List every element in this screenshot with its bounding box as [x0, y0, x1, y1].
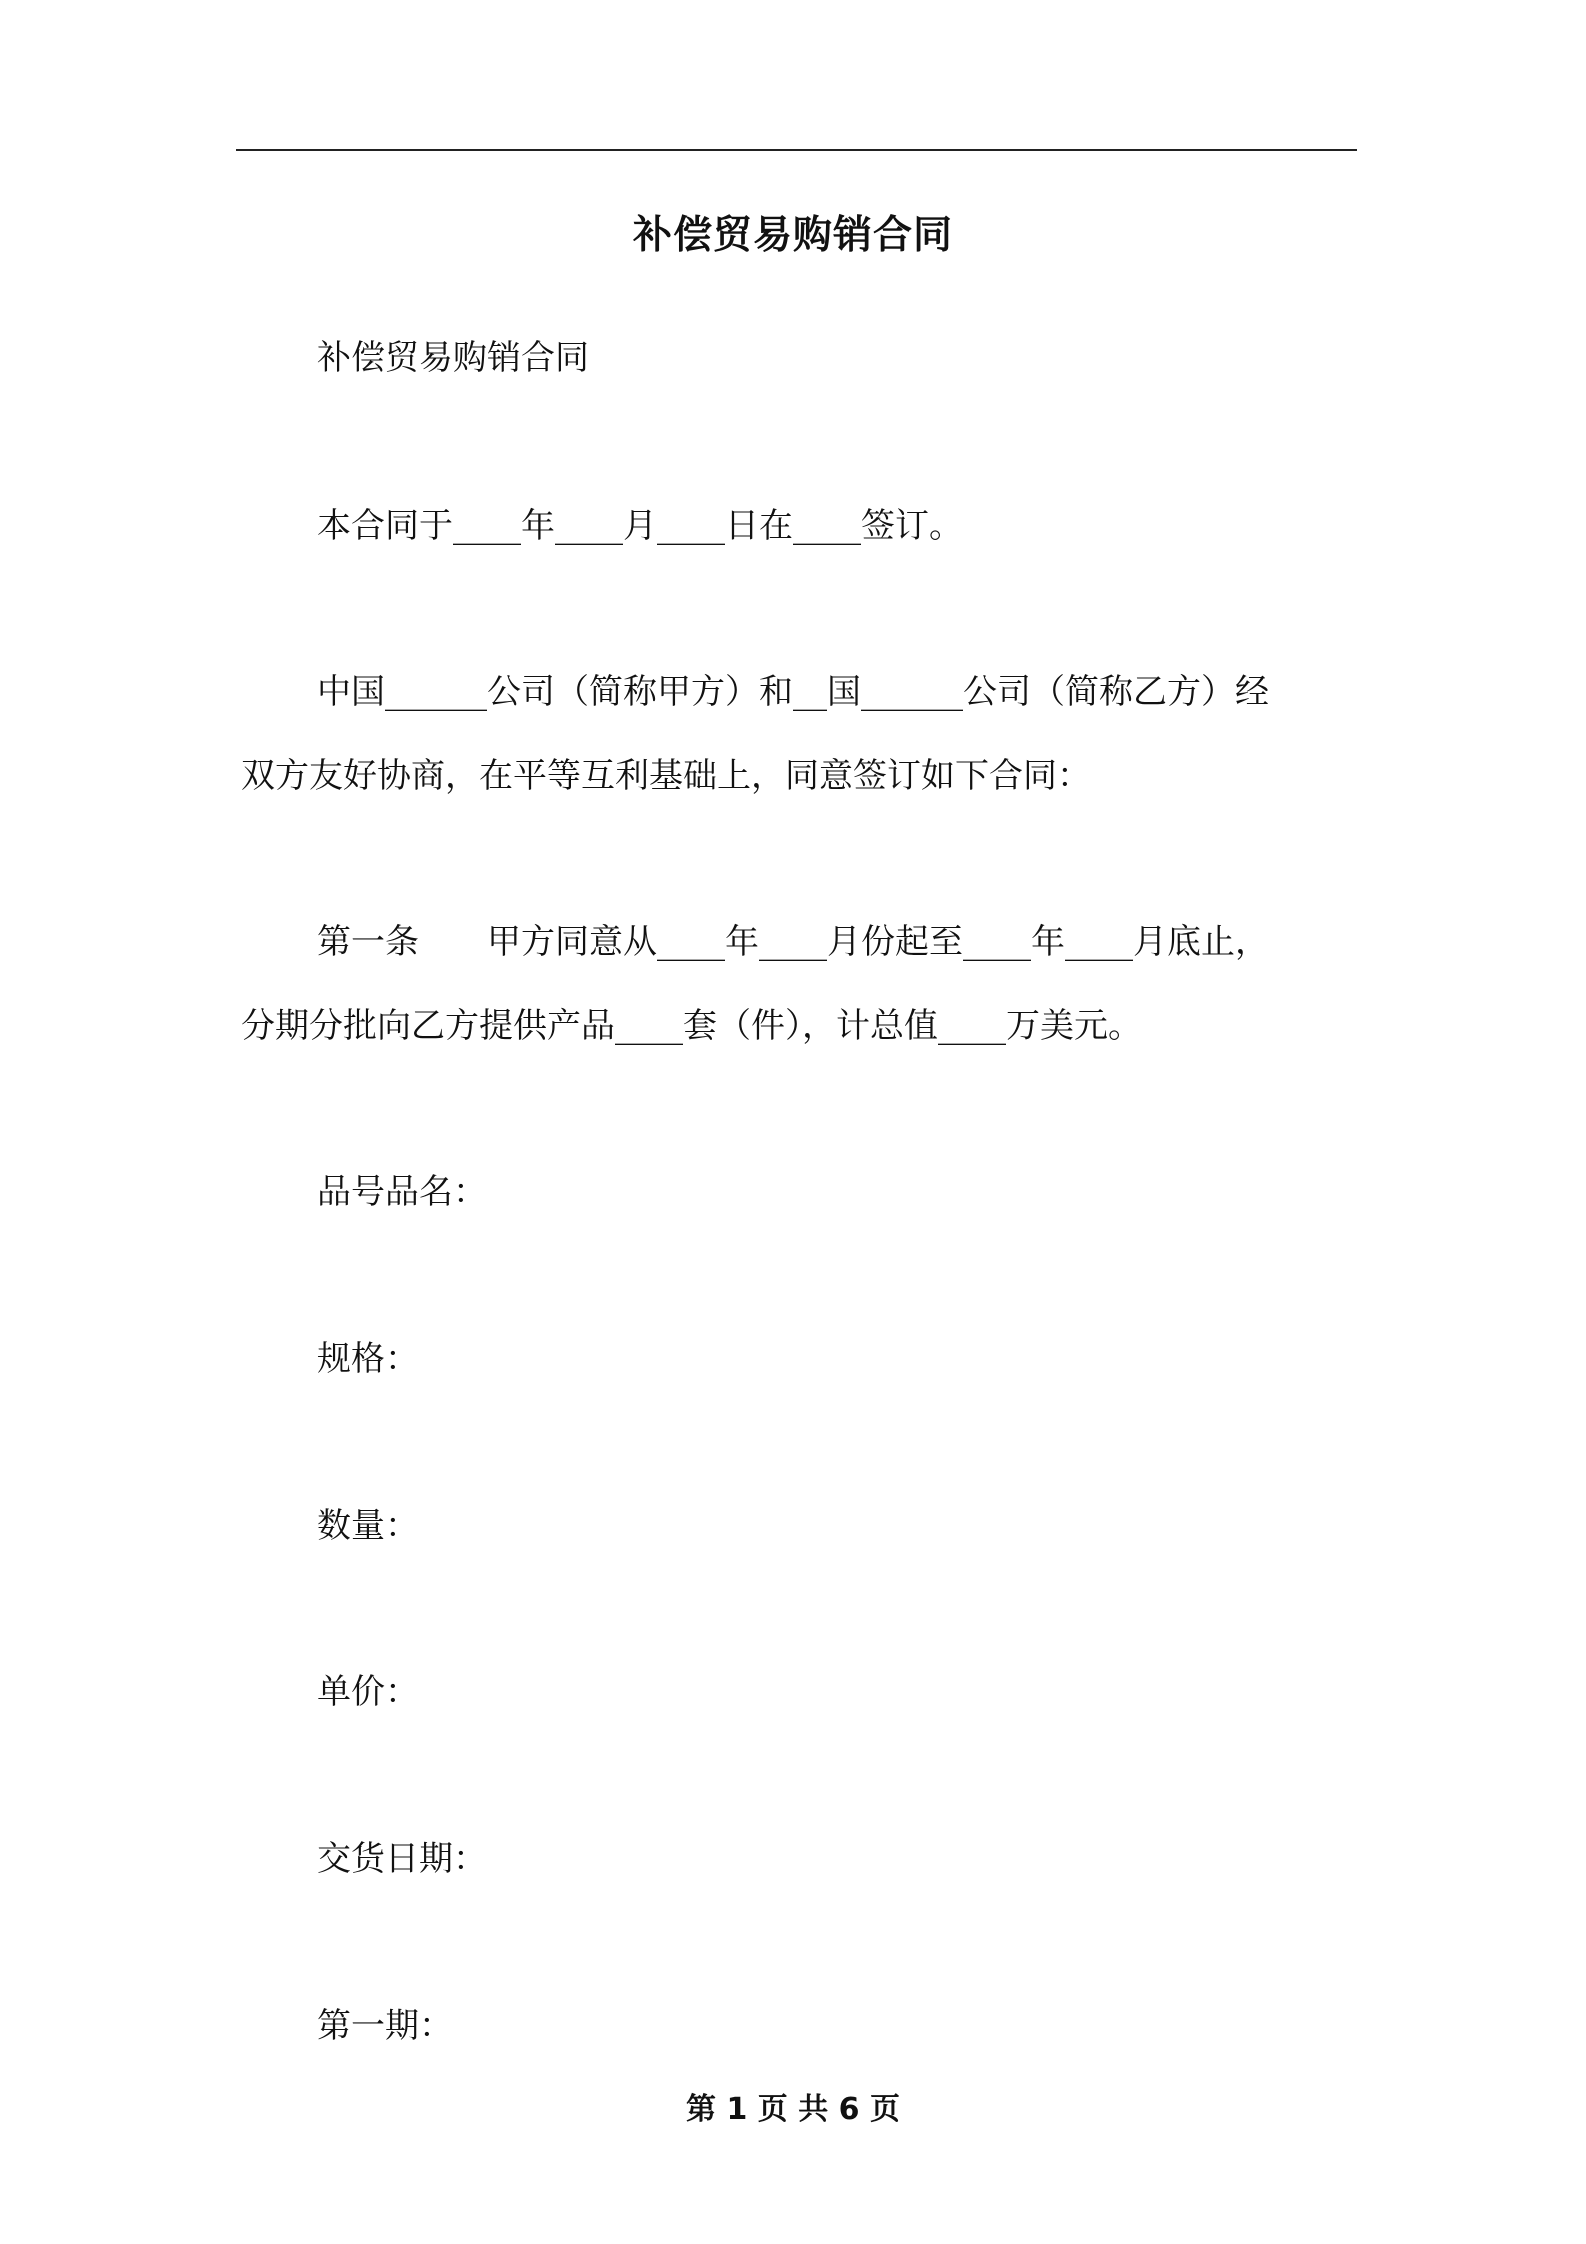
article1-paragraph-line1: 第一条 甲方同意从____年____月份起至____年____月底止，: [317, 922, 1269, 962]
parties-paragraph-line2: 双方友好协商，在平等互利基础上，同意签订如下合同：: [241, 756, 1091, 796]
field-product-name: 品号品名：: [317, 1172, 487, 1212]
field-delivery-date: 交货日期：: [317, 1839, 487, 1879]
subtitle-paragraph: 补偿贸易购销合同: [317, 338, 589, 378]
parties-paragraph-line1: 中国______公司（简称甲方）和__国______公司（简称乙方）经: [317, 672, 1269, 712]
field-spec: 规格：: [317, 1339, 419, 1379]
field-unit-price: 单价：: [317, 1672, 419, 1712]
page-indicator: 第 1 页 共 6 页: [686, 2092, 900, 2127]
field-quantity: 数量：: [317, 1506, 419, 1546]
signing-paragraph: 本合同于____年____月____日在____签订。: [317, 506, 963, 546]
article1-paragraph-line2: 分期分批向乙方提供产品____套（件），计总值____万美元。: [241, 1006, 1142, 1046]
document-title: 补偿贸易购销合同: [632, 212, 953, 258]
field-phase1: 第一期：: [317, 2006, 453, 2046]
header-rule: [236, 149, 1357, 151]
